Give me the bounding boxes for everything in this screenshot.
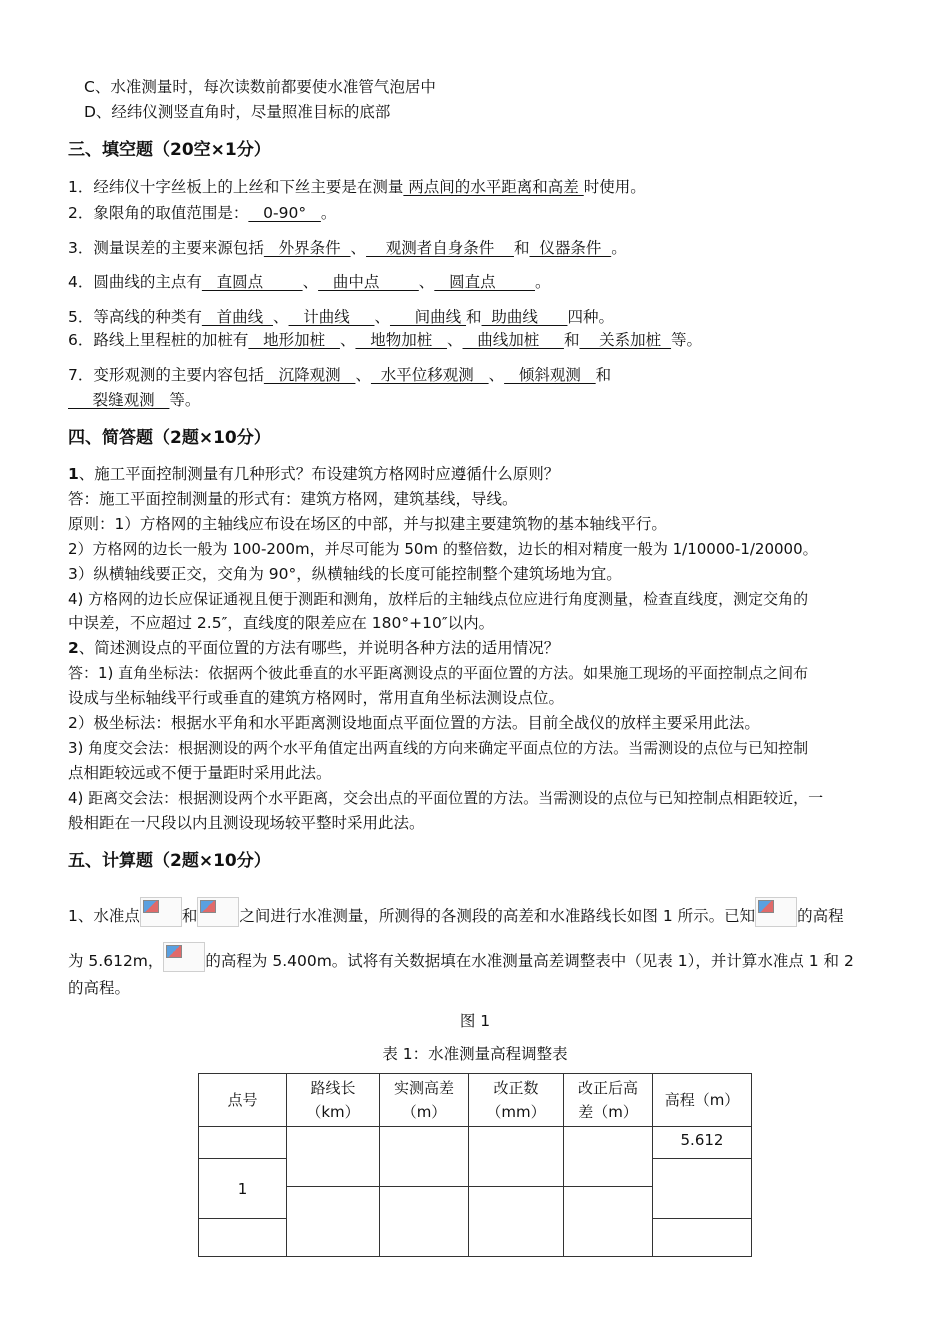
header-cell: 改正后高 差（m） bbox=[564, 1074, 653, 1127]
figure-caption: 图 1 bbox=[459, 1012, 491, 1030]
table-cell bbox=[564, 1187, 653, 1257]
short-q1-answer: 答：施工平面控制测量的形式有：建筑方格网，建筑基线，导线。 bbox=[68, 490, 518, 508]
image-placeholder-icon bbox=[163, 942, 205, 972]
short-q2-a2: 2）极坐标法：根据水平角和水平距离测设地面点平面位置的方法。目前全战仪的放样主要采用此法。 bbox=[68, 714, 760, 732]
section5-title: 五、计算题（2题×10分） bbox=[68, 851, 271, 871]
table-title: 表 1：水准测量高程调整表 bbox=[382, 1045, 568, 1063]
fill-q5: 5．等高线的种类有 首曲线 、 计曲线 、 间曲线 和 助曲线 四种。 bbox=[68, 308, 614, 326]
table-cell bbox=[653, 1219, 752, 1257]
table-cell bbox=[287, 1187, 380, 1257]
section4-title: 四、简答题（2题×10分） bbox=[68, 428, 271, 448]
answer: 裂缝观测 bbox=[68, 391, 170, 409]
answer: 地物加桩 bbox=[355, 331, 448, 349]
answer: 曲中点 bbox=[318, 273, 419, 291]
short-q2-a4b: 般相距在一尺段以内且测设现场较平整时采用此法。 bbox=[68, 814, 425, 832]
answer: 观测者自身条件 bbox=[366, 239, 514, 257]
table-cell bbox=[469, 1127, 564, 1187]
answer: 沉降观测 bbox=[263, 366, 356, 384]
answer: 助曲线 bbox=[481, 308, 568, 326]
answer: 0-90° bbox=[248, 204, 321, 222]
short-q1-p4a: 4) 方格网的边长应保证通视且便于测距和测角，放样后的主轴线点位应进行角度测量，检查直线度，测定交角的 bbox=[68, 590, 809, 608]
table-header-row bbox=[199, 1074, 752, 1127]
header-cell: 改正数 （mm） bbox=[469, 1074, 564, 1127]
answer: 间曲线 bbox=[389, 308, 467, 326]
calc-q1-line1: 1、水准点 和 之间进行水准测量，所测得的各测段的高差和水准路线长如图 1 所示。已知 的高程 bbox=[68, 897, 844, 927]
fill-q1: 1．经纬仪十字丝板上的上丝和下丝主要是在测量 两点间的水平距离和高差 时使用。 bbox=[68, 178, 646, 196]
answer: 两点间的水平距离和高差 bbox=[403, 178, 584, 196]
table-cell bbox=[653, 1159, 752, 1219]
table-cell bbox=[469, 1187, 564, 1257]
short-q1-p4b: 中误差，不应超过 2.5″，直线度的限差应在 180°+10″以内。 bbox=[68, 614, 495, 632]
table-cell bbox=[564, 1127, 653, 1187]
answer: 计曲线 bbox=[288, 308, 375, 326]
section3-title: 三、填空题（20空×1分） bbox=[68, 140, 271, 160]
short-q2-a3a: 3) 角度交会法：根据测设的两个水平角值定出两直线的方向来确定平面点位的方法。当需测设的点位与已知控制 bbox=[68, 739, 809, 757]
header-cell: 路线长 （km） bbox=[287, 1074, 380, 1127]
answer: 直圆点 bbox=[201, 273, 303, 291]
header-cell: 高程（m） bbox=[653, 1074, 752, 1127]
image-placeholder-icon bbox=[140, 897, 182, 927]
fill-q7-cont: 裂缝观测 等。 bbox=[68, 391, 201, 409]
answer: 水平位移观测 bbox=[370, 366, 489, 384]
short-q1-p1: 原则：1）方格网的主轴线应布设在场区的中部，并与拟建主要建筑物的基本轴线平行。 bbox=[68, 515, 667, 533]
answer: 倾斜观测 bbox=[504, 366, 596, 384]
option-d: D、经纬仪测竖直角时，尽量照准目标的底部 bbox=[84, 103, 391, 121]
level-adjustment-table bbox=[198, 1073, 752, 1257]
elevation-cell: 5.612 bbox=[653, 1127, 752, 1159]
option-c: C、水准测量时，每次读数前都要使水准管气泡居中 bbox=[84, 78, 436, 96]
image-placeholder-icon bbox=[197, 897, 239, 927]
short-q2-a1a: 答：1) 直角坐标法：依据两个彼此垂直的水平距离测设点的平面位置的方法。如果施工现场的平面控制点之间布 bbox=[68, 664, 809, 682]
short-q2-a1b: 设成与坐标轴线平行或垂直的建筑方格网时，常用直角坐标法测设点位。 bbox=[68, 689, 565, 707]
answer: 圆直点 bbox=[434, 273, 536, 291]
short-q2-a4a: 4) 距离交会法：根据测设两个水平距离，交会出点的平面位置的方法。当需测设的点位与已知控制点相距较近，一 bbox=[68, 789, 824, 807]
table-cell bbox=[380, 1127, 469, 1187]
image-placeholder-icon bbox=[755, 897, 797, 927]
short-q2: 2、简述测设点的平面位置的方法有哪些，并说明各种方法的适用情况？ bbox=[68, 639, 560, 657]
table-cell bbox=[199, 1219, 287, 1257]
short-q1-p3: 3）纵横轴线要正交，交角为 90°，纵横轴线的长度可能控制整个建筑场地为宜。 bbox=[68, 565, 622, 583]
fill-q7: 7．变形观测的主要内容包括 沉降观测 、 水平位移观测 、 倾斜观测 和 bbox=[68, 366, 612, 384]
answer: 曲线加桩 bbox=[462, 331, 564, 349]
short-q2-a3b: 点相距较远或不便于量距时采用此法。 bbox=[68, 764, 332, 782]
table-cell bbox=[199, 1127, 287, 1159]
answer: 首曲线 bbox=[201, 308, 274, 326]
calc-q1-line2: 为 5.612m， 的高程为 5.400m。试将有关数据填在水准测量高差调整表中（见表 1），并计算水准点 1 和 2 bbox=[68, 942, 854, 972]
short-q1-p2: 2）方格网的边长一般为 100-200m，并尽可能为 50m 的整倍数，边长的相对精度一般为 1/10000-1/20000。 bbox=[68, 540, 818, 558]
table-row bbox=[199, 1127, 752, 1159]
point-cell: 1 bbox=[199, 1159, 287, 1219]
fill-q4: 4．圆曲线的主点有 直圆点 、 曲中点 、 圆直点 。 bbox=[68, 273, 551, 291]
short-q1: 1、施工平面控制测量有几种形式？布设建筑方格网时应遵循什么原则？ bbox=[68, 465, 560, 483]
fill-q3: 3．测量误差的主要来源包括 外界条件 、 观测者自身条件 和 仪器条件 。 bbox=[68, 239, 627, 257]
answer: 仪器条件 bbox=[529, 239, 612, 257]
header-cell: 点号 bbox=[199, 1074, 287, 1127]
answer: 关系加桩 bbox=[579, 331, 672, 349]
fill-q2: 2．象限角的取值范围是： 0-90° 。 bbox=[68, 204, 337, 222]
header-cell: 实测高差 （m） bbox=[380, 1074, 469, 1127]
calc-q1-line3: 的高程。 bbox=[68, 979, 131, 997]
fill-q6: 6．路线上里程桩的加桩有 地形加桩 、 地物加桩 、 曲线加桩 和 关系加桩 等。 bbox=[68, 331, 703, 349]
table-cell bbox=[380, 1187, 469, 1257]
answer: 地形加桩 bbox=[248, 331, 340, 349]
table-cell bbox=[287, 1127, 380, 1187]
answer: 外界条件 bbox=[263, 239, 351, 257]
